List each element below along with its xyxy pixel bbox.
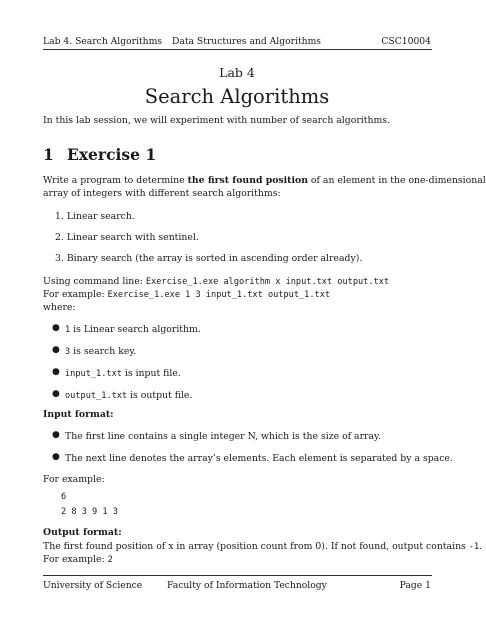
lab-number: Lab 4 xyxy=(219,65,255,80)
bullet-dot: ● xyxy=(52,345,60,355)
header-center: Data Structures and Algorithms xyxy=(172,36,321,47)
task-line-1-post: of an element in the one-dimensional xyxy=(307,175,486,186)
bullet-dot: ● xyxy=(52,389,60,399)
output-example-label: For example: xyxy=(43,554,108,565)
task-line-2: array of integers with different search algorithms: xyxy=(43,188,281,199)
algorithm-item-3: 3. Binary search (the array is sorted in ascending order already). xyxy=(55,253,363,264)
where-item-3-text: is input file. xyxy=(121,368,181,379)
algorithm-item-1: 1. Linear search. xyxy=(55,211,135,222)
section-title: Exercise 1 xyxy=(67,145,157,164)
intro-text: In this lab session, we will experiment with number of search algorithms. xyxy=(43,115,391,126)
output-example-line xyxy=(43,554,113,566)
where-item-1 xyxy=(65,324,201,336)
usage-label: Using command line: xyxy=(43,276,146,287)
usage-line xyxy=(43,276,389,288)
where-item-4-text: is output file. xyxy=(127,390,193,401)
section-number: 1 xyxy=(43,145,54,164)
where-item-1-code: 1 xyxy=(65,325,71,335)
where-item-1-text: is Linear search algorithm. xyxy=(70,324,201,335)
task-line-1 xyxy=(43,175,486,187)
output-example-value: 2 xyxy=(107,555,113,565)
where-item-4 xyxy=(65,390,192,402)
bullet-dot: ● xyxy=(52,323,60,333)
bullet-dot: ● xyxy=(52,367,60,377)
input-format-heading: Input format: xyxy=(43,409,114,420)
footer-rule xyxy=(43,575,432,576)
where-item-2-code: 3 xyxy=(65,347,71,357)
where-item-2 xyxy=(65,346,136,358)
input-example-label: For example: xyxy=(43,474,105,485)
input-format-item-1: The first line contains a single integer N, which is the size of array. xyxy=(65,431,382,442)
header-right: CSC10004 xyxy=(381,36,431,47)
example-command: Exercise_1.exe 1 3 input_1.txt output_1.txt xyxy=(107,290,331,300)
page-title: Search Algorithms xyxy=(144,85,330,108)
header-left: Lab 4. Search Algorithms xyxy=(43,36,163,47)
bullet-dot: ● xyxy=(52,452,60,462)
footer-page-number: Page 1 xyxy=(399,580,431,591)
output-format-code: -1 xyxy=(468,542,480,552)
where-item-3-code: input_1.txt xyxy=(65,369,122,379)
input-example-line-1: 6 xyxy=(61,492,67,502)
where-label: where: xyxy=(43,302,76,313)
task-emphasis: the first found position xyxy=(187,175,308,186)
usage-command: Exercise_1.exe algorithm x input.txt output.txt xyxy=(145,277,390,287)
example-line xyxy=(43,289,330,301)
output-format-text: The first found position of x in array (position count from 0). If not found, output contains xyxy=(43,541,469,552)
where-item-2-text: is search key. xyxy=(70,346,137,357)
input-format-item-2: The next line denotes the array’s elements. Each element is separated by a space. xyxy=(65,453,453,464)
footer-left: University of Science xyxy=(43,580,143,591)
header-rule xyxy=(43,49,432,50)
output-format-line xyxy=(43,541,482,553)
where-item-4-code: output_1.txt xyxy=(65,391,128,401)
output-format-period: . xyxy=(479,541,483,552)
bullet-dot: ● xyxy=(52,430,60,440)
example-label: For example: xyxy=(43,289,108,300)
output-format-heading: Output format: xyxy=(43,527,122,538)
input-example-line-2: 2 8 3 9 1 3 xyxy=(61,507,118,517)
footer-center: Faculty of Information Technology xyxy=(167,580,327,591)
where-item-3 xyxy=(65,368,181,380)
algorithm-item-2: 2. Linear search with sentinel. xyxy=(55,232,199,243)
task-line-1-pre: Write a program to determine xyxy=(43,175,188,186)
